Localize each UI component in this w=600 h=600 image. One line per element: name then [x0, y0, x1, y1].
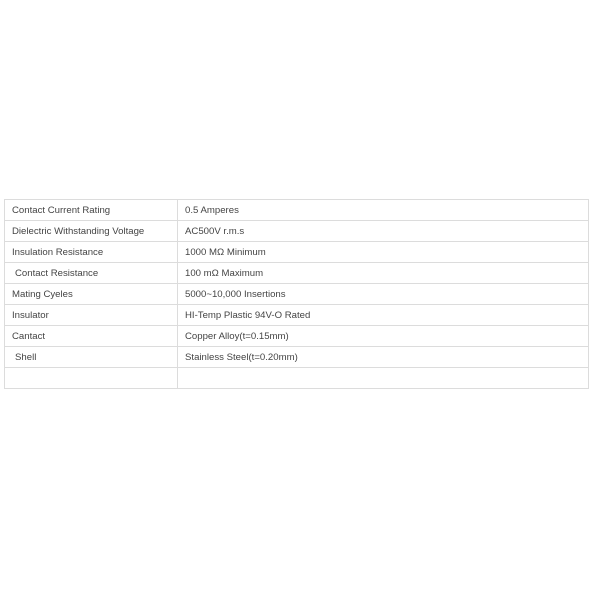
table-row	[5, 368, 589, 389]
spec-label: Shell	[5, 347, 178, 368]
specification-table-body	[5, 200, 589, 389]
spec-label	[5, 368, 178, 389]
table-row	[5, 221, 589, 242]
table-row	[5, 326, 589, 347]
spec-value: 100 mΩ Maximum	[178, 263, 589, 284]
spec-label: Contact Resistance	[5, 263, 178, 284]
spec-label: Contact Current Rating	[5, 200, 178, 221]
specification-table	[4, 199, 589, 389]
spec-value: Stainless Steel(t=0.20mm)	[178, 347, 589, 368]
spec-value: 5000~10,000 Insertions	[178, 284, 589, 305]
spec-label: Mating Cyeles	[5, 284, 178, 305]
spec-label: Cantact	[5, 326, 178, 347]
table-row	[5, 305, 589, 326]
spec-value: AC500V r.m.s	[178, 221, 589, 242]
spec-label: Insulator	[5, 305, 178, 326]
spec-label: Insulation Resistance	[5, 242, 178, 263]
spec-value: Copper Alloy(t=0.15mm)	[178, 326, 589, 347]
spec-value	[178, 368, 589, 389]
table-row	[5, 200, 589, 221]
spec-label: Dielectric Withstanding Voltage	[5, 221, 178, 242]
table-row	[5, 263, 589, 284]
table-row	[5, 284, 589, 305]
spec-value: 1000 MΩ Minimum	[178, 242, 589, 263]
table-row	[5, 242, 589, 263]
spec-value: 0.5 Amperes	[178, 200, 589, 221]
table-row	[5, 347, 589, 368]
spec-value: HI-Temp Plastic 94V-O Rated	[178, 305, 589, 326]
